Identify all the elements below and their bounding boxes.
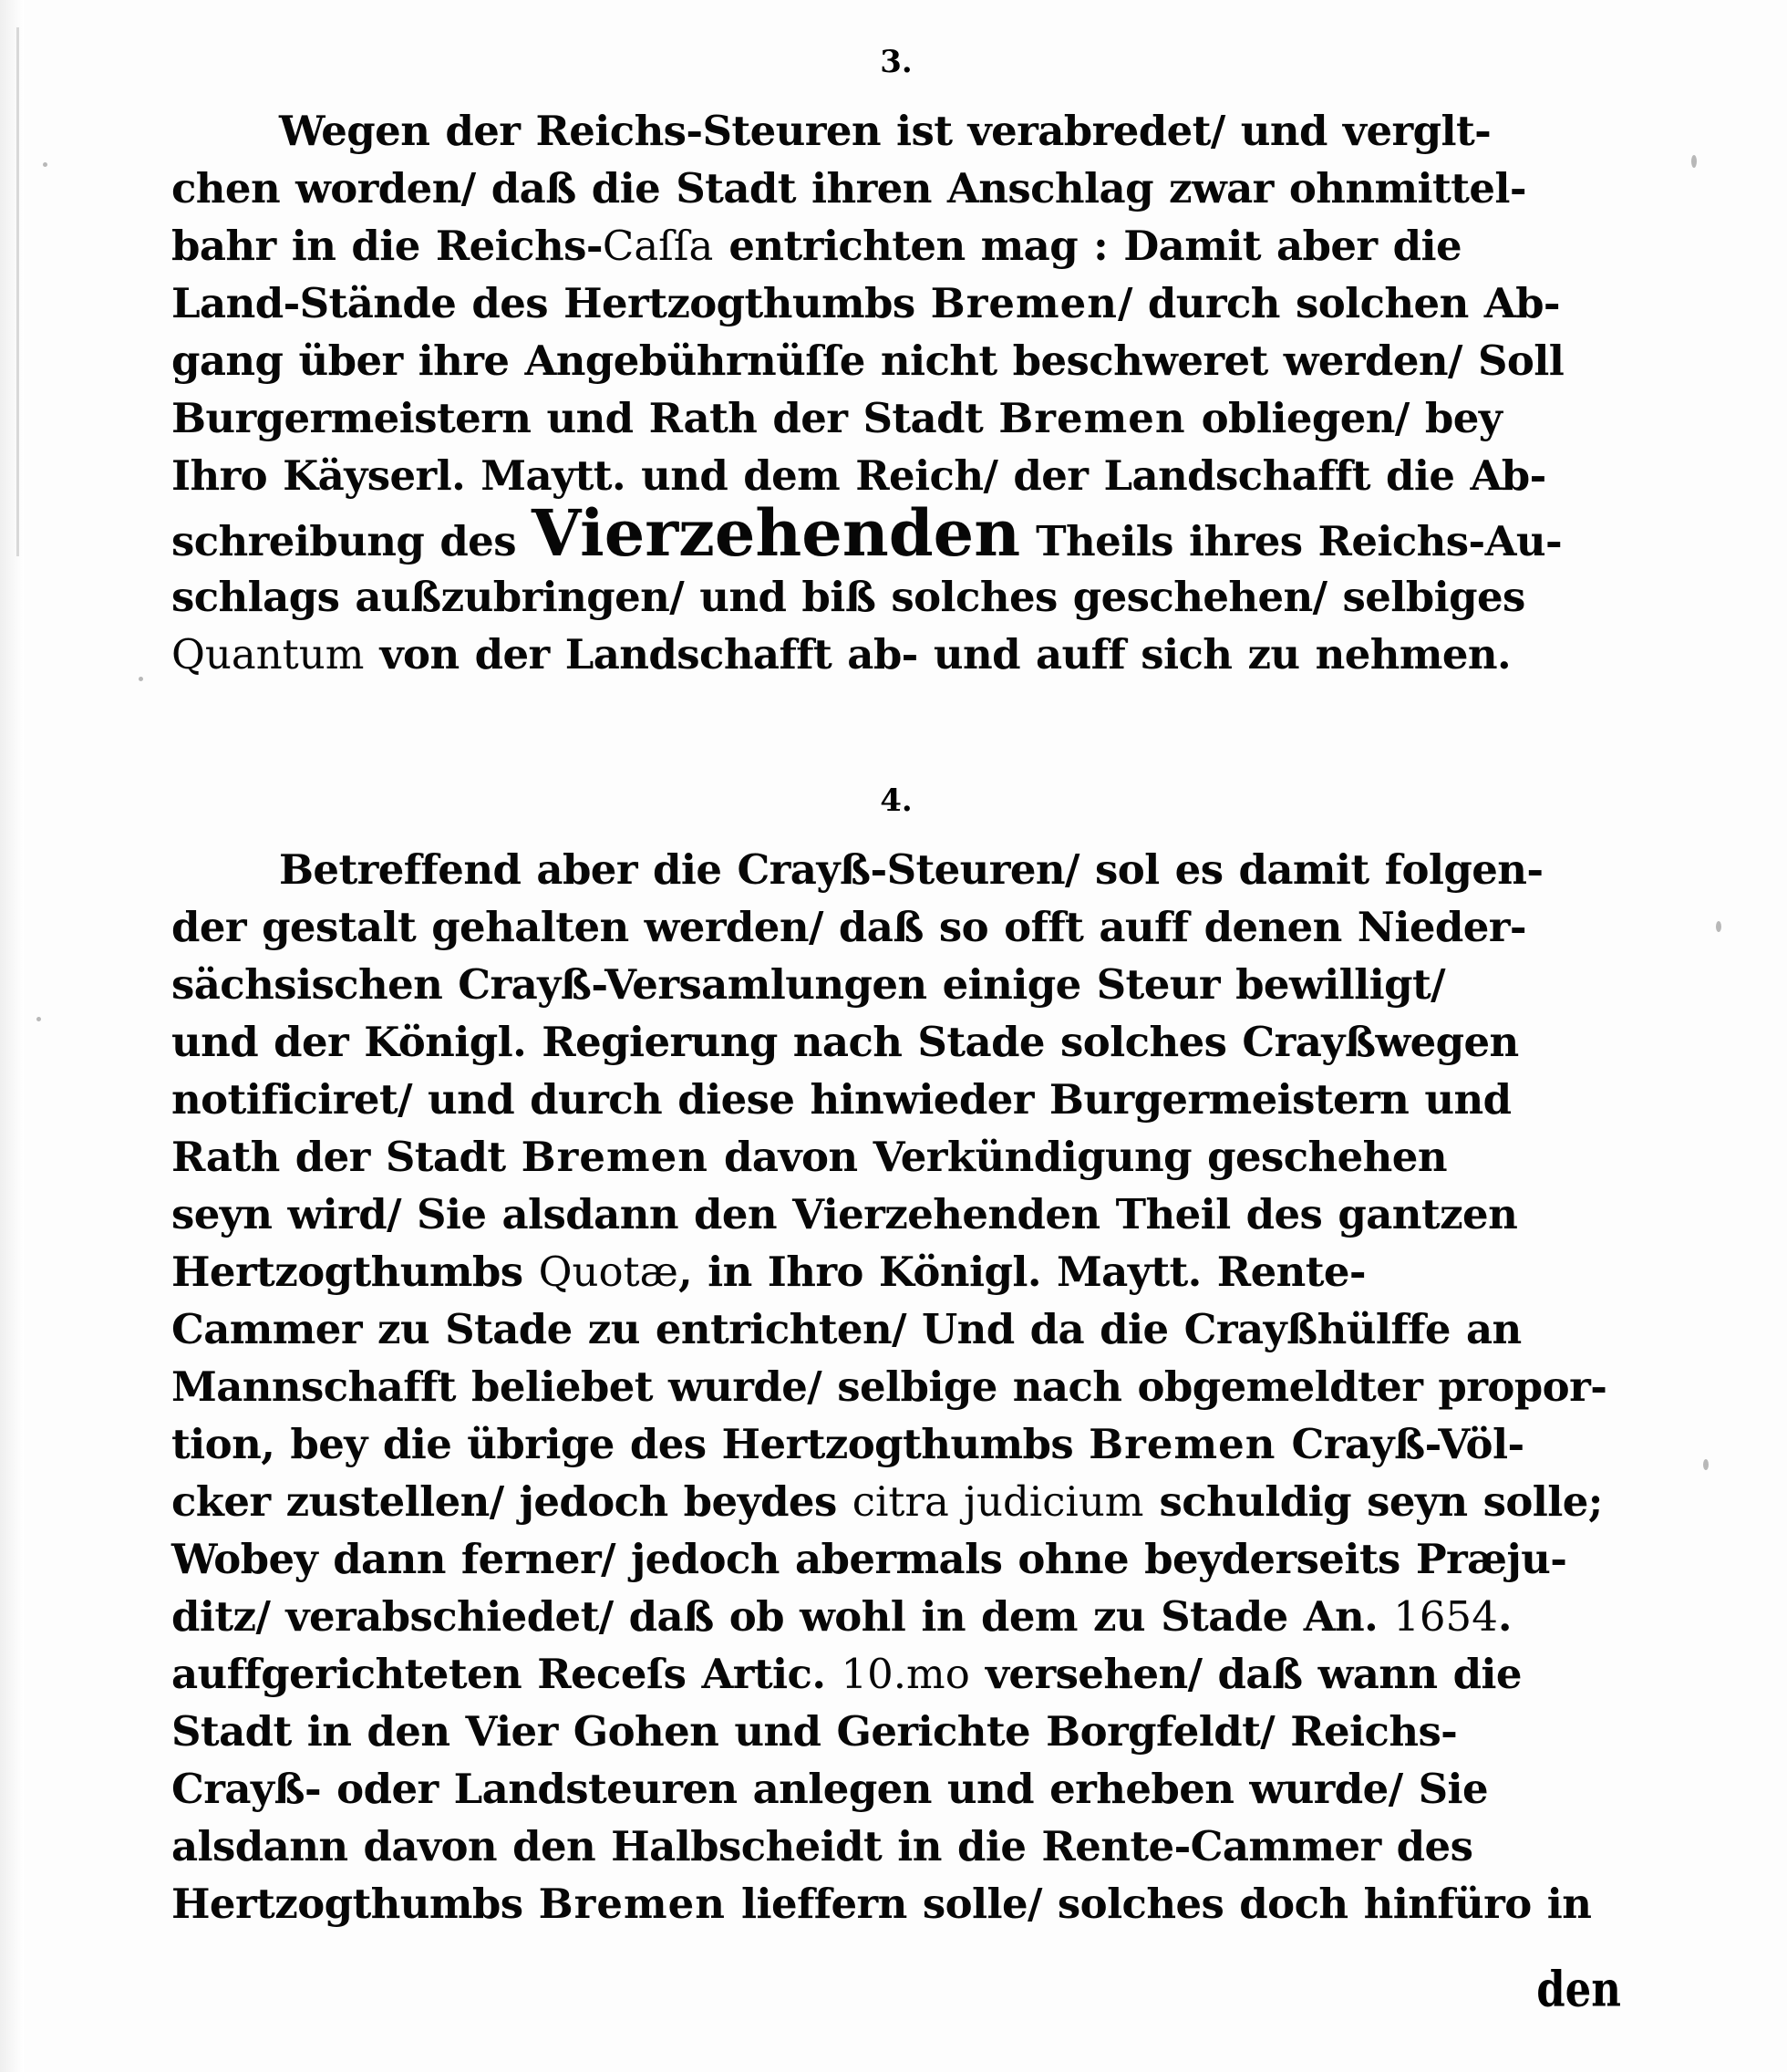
roman-term: Bremen	[998, 394, 1186, 442]
roman-term: Quotæ	[538, 1248, 678, 1296]
text-line: cker zustellen/ jedoch beydes citra judicium schuldig seyn solle;	[171, 1477, 1603, 1526]
scan-edge-rule	[16, 27, 19, 556]
scan-speck	[1716, 921, 1721, 932]
section-4-body	[171, 841, 1621, 1932]
text-line: Cammer zu Stade zu entrichten/ Und da die Crayßhülffe an	[171, 1305, 1522, 1353]
roman-term: Bremen	[521, 1133, 708, 1181]
text-line: Wobey dann ferner/ jedoch abermals ohne beyderseits Præju-	[171, 1535, 1567, 1583]
roman-term: Quantum	[171, 630, 365, 679]
text-line: bahr in die Reichs-Caſſa entrichten mag : Damit aber die	[171, 222, 1462, 270]
text-line: seyn wird/ Sie alsdann den Vierzehenden Theil des gantzen	[171, 1190, 1518, 1238]
catchword: den	[1536, 1961, 1621, 2018]
text-line: Burgermeistern und Rath der Stadt Bremen obliegen/ bey	[171, 394, 1503, 442]
scan-speck	[36, 1017, 41, 1021]
text-line: Hertzogthumbs Quotæ, in Ihro Königl. Maytt. Rente-	[171, 1248, 1367, 1296]
section-number-3: 3.	[880, 44, 913, 80]
text-line: chen worden/ daß die Stadt ihren Anschlag zwar ohnmittel-	[171, 164, 1526, 212]
roman-term: Caſſa	[602, 222, 714, 270]
text-line-with-display-word: schreibung des Vierzehenden Theils ihres Reichs-Au-	[171, 495, 1563, 571]
scan-speck	[139, 677, 143, 681]
display-word: Vierzehenden	[532, 495, 1021, 571]
text-line: auffgerichteten Receſs Artic. 10.mo versehen/ daß wann die	[171, 1650, 1522, 1698]
roman-term: 10.mo	[841, 1650, 970, 1698]
text-line: Land-Stände des Hertzogthumbs Bremen/ durch solchen Ab-	[171, 279, 1561, 327]
text-line: tion, bey die übrige des Hertzogthumbs Bremen Crayß-Völ-	[171, 1420, 1524, 1468]
text-line: der gestalt gehalten werden/ daß so offt auff denen Nieder-	[171, 903, 1526, 951]
text-line: notificiret/ und durch diese hinwieder Burgermeistern und	[171, 1075, 1512, 1124]
text-line: Ihro Käyserl. Maytt. und dem Reich/ der Landschafft die Ab-	[171, 451, 1546, 500]
text-line: Stadt in den Vier Gohen und Gerichte Borgfeldt/ Reichs-	[171, 1707, 1458, 1756]
text-line: alsdann davon den Halbscheidt in die Rente-Cammer des	[171, 1822, 1473, 1870]
text-line: gang über ihre Angebührnüſſe nicht beschweret werden/ Soll	[171, 337, 1565, 385]
text-line: schlags außzubringen/ und biß solches geschehen/ selbiges	[171, 573, 1525, 621]
section-3-body	[171, 102, 1621, 683]
roman-term: Bremen	[930, 279, 1118, 327]
section-number-4: 4.	[880, 782, 913, 819]
text-line: ditz/ verabschiedet/ daß ob wohl in dem zu Stade An. 1654.	[171, 1592, 1512, 1641]
roman-term: Bremen	[538, 1880, 726, 1928]
roman-term: citra judicium	[852, 1477, 1144, 1526]
text-line: sächsischen Crayß-Versamlungen einige Steur bewilligt/	[171, 960, 1445, 1009]
text-line: Quantum von der Landschafft ab- und auff sich zu nehmen.	[171, 630, 1512, 679]
text-line: Hertzogthumbs Bremen lieffern solle/ solches doch hinfüro in	[171, 1880, 1592, 1928]
scan-speck	[1703, 1459, 1709, 1470]
text-line: Mannschafft beliebet wurde/ selbige nach obgemeldter propor-	[171, 1362, 1607, 1411]
roman-term: 1654	[1393, 1592, 1498, 1641]
text-line: und der Königl. Regierung nach Stade solches Crayßwegen	[171, 1018, 1519, 1066]
roman-term: Bremen	[1089, 1420, 1276, 1468]
text-line: Crayß- oder Landsteuren anlegen und erheben wurde/ Sie	[171, 1765, 1489, 1813]
scan-speck	[43, 162, 47, 167]
scan-speck	[1691, 155, 1697, 168]
scan-edge-artifact	[0, 0, 24, 2072]
text-line: Wegen der Reichs-Steuren ist verabredet/ und verglt-	[279, 107, 1492, 155]
text-line: Rath der Stadt Bremen davon Verkündigung geschehen	[171, 1133, 1447, 1181]
text-line: Betreffend aber die Crayß-Steuren/ sol es damit folgen-	[279, 845, 1544, 894]
